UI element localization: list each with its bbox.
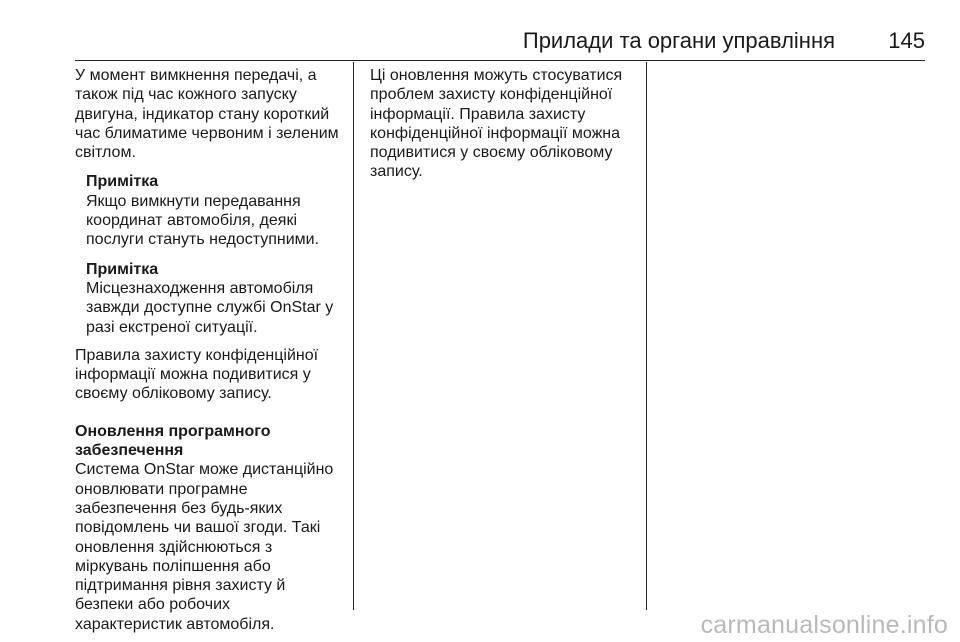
text-line: Місцезнаходження автомобіля	[86, 279, 314, 297]
privacy-paragraph	[75, 346, 343, 404]
note-title: Примітка	[86, 260, 159, 278]
note-text	[86, 279, 343, 337]
page-header	[75, 26, 925, 56]
text-line: разі екстреної ситуації.	[86, 318, 258, 336]
note-text	[86, 192, 343, 250]
text-line: повідомлень чи вашої згоди. Такі	[75, 519, 321, 537]
text-line: світлом.	[75, 144, 136, 162]
text-line: також під час кожного запуску	[75, 86, 297, 104]
watermark: carmanualsonline.info	[700, 611, 948, 639]
text-line: забезпечення	[75, 442, 184, 460]
text-line: міркувань поліпшення або	[75, 557, 271, 575]
text-line: Ці оновлення можуть стосуватися	[370, 67, 623, 84]
text-line: інформації. Правила захисту	[370, 105, 586, 123]
column-divider-right	[646, 62, 647, 610]
text-line: Якщо вимкнути передавання	[86, 192, 301, 210]
text-line: двигуна, індикатор стану короткий	[75, 105, 330, 123]
text-line: Система OnStar може дистанційно	[75, 461, 334, 479]
section-heading	[75, 422, 343, 461]
page-title: Прилади та органи управління	[522, 28, 835, 53]
intro-paragraph	[75, 66, 343, 162]
text-line: запису.	[370, 163, 423, 181]
text-line: час блиматиме червоним і зеленим	[75, 124, 339, 142]
text-line: У момент вимкнення передачі, а	[75, 67, 317, 84]
text-line: своєму обліковому запису.	[75, 385, 272, 403]
note-title: Примітка	[86, 173, 159, 191]
text-line: забезпечення без будь-яких	[75, 499, 283, 517]
text-line: оновлення здійснюються з	[75, 538, 273, 556]
section-body	[75, 460, 343, 634]
text-line: координат автомобіля, деякі	[86, 212, 297, 230]
note-block	[86, 172, 343, 249]
text-line: завжди доступне службі OnStar у	[86, 299, 334, 317]
text-line: оновлювати програмне	[75, 480, 248, 498]
updates-paragraph	[370, 66, 636, 182]
column-divider-left	[353, 62, 354, 610]
middle-column	[370, 66, 636, 182]
text-line: Оновлення програмного	[75, 422, 271, 440]
text-line: подивитися у своєму обліковому	[370, 144, 613, 162]
text-line: конфіденційної інформації можна	[370, 124, 620, 142]
text-line: безпеки або робочих	[75, 596, 230, 614]
page-number: 145	[888, 28, 925, 53]
text-line: проблем захисту конфіденційної	[370, 86, 613, 104]
left-column	[75, 66, 343, 634]
text-line: підтримання рівня захисту й	[75, 577, 286, 595]
text-line: Правила захисту конфіденційної	[75, 346, 319, 364]
note-block	[86, 260, 343, 337]
text-line: послуги стануть недоступними.	[86, 231, 320, 249]
text-line: інформації можна подивитися у	[75, 366, 311, 384]
header-rule	[75, 60, 925, 61]
text-line: характеристик автомобіля.	[75, 615, 275, 633]
